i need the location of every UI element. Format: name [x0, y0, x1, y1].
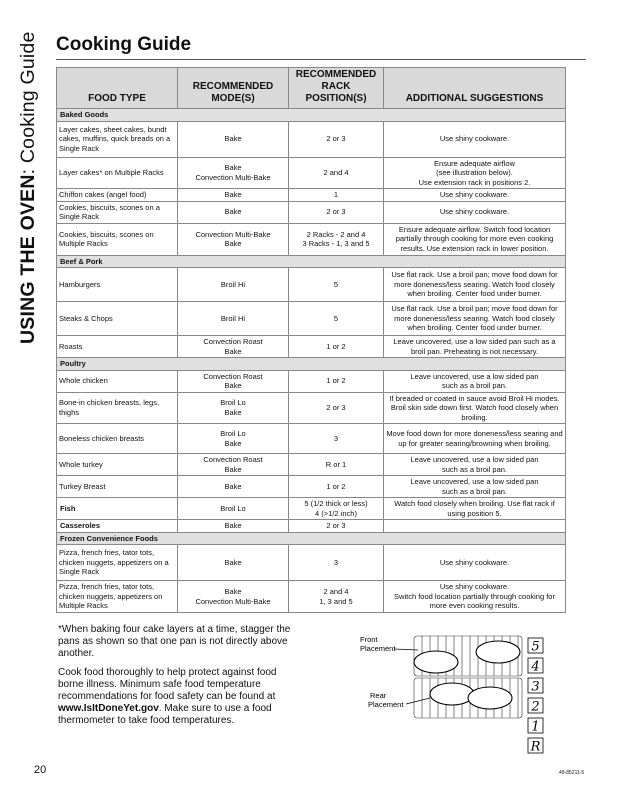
rear-placement-label-2: Placement	[368, 700, 404, 709]
food-cell: Whole turkey	[57, 454, 178, 476]
food-cell: Cookies, biscuits, scones on a Single Rack	[57, 201, 178, 223]
casseroles-suggestion	[384, 520, 566, 533]
header-mode: RECOMMENDED MODE(S)	[178, 68, 289, 109]
rack-cell: 5	[289, 302, 384, 336]
notes	[58, 624, 300, 734]
food-cell: Boneless chicken breasts	[57, 424, 178, 454]
side-heading-bold: USING THE OVEN	[17, 174, 39, 344]
casseroles-label: Casseroles	[57, 520, 178, 533]
rack-cell: 5	[289, 268, 384, 302]
rack-cell: R or 1	[289, 454, 384, 476]
mode-cell: Broil Lo	[178, 498, 289, 520]
rack-position-number: 3	[531, 679, 540, 695]
category-label: Poultry	[57, 358, 566, 371]
suggestion-cell: Use shiny cookware.	[384, 545, 566, 581]
rack-position-number: 1	[531, 719, 540, 735]
suggestion-cell: Leave uncovered, use a low sided pan such as a broil pan.	[384, 476, 566, 498]
table-row	[57, 157, 566, 189]
mode-cell: Convection Roast Bake	[178, 336, 289, 358]
document-code: 49-85211-5	[559, 770, 585, 776]
rack-cell: 3	[289, 545, 384, 581]
cake-pan-rear-left	[430, 683, 474, 705]
suggestion-cell: Use shiny cookware. Switch food location partially through cooking for more even cooking results.	[384, 581, 566, 613]
category-frozen-convenience	[57, 532, 566, 545]
category-label: Baked Goods	[57, 109, 566, 122]
suggestion-cell: Use flat rack. Use a broil pan; move food down for more doneness/less searing. Watch food closely when broiling. Center food under burner.	[384, 302, 566, 336]
table-row	[57, 336, 566, 358]
suggestion-cell: Ensure adequate airflow (see illustration below). Use extension rack in positions 2.	[384, 157, 566, 189]
mode-cell: Bake	[178, 121, 289, 157]
mode-cell: Convection Roast Bake	[178, 454, 289, 476]
food-cell: Pizza, french fries, tator tots, chicken nuggets, appetizers on a Single Rack	[57, 545, 178, 581]
rack-position-number: 2	[531, 699, 540, 715]
food-cell: Cookies, biscuits, scones on Multiple Racks	[57, 223, 178, 255]
header-rack: RECOMMENDED RACK POSITION(S)	[289, 68, 384, 109]
safety-link[interactable]: www.IsItDoneYet.gov	[58, 703, 159, 714]
mode-cell: Convection Multi-Bake Bake	[178, 223, 289, 255]
food-cell: Turkey Breast	[57, 476, 178, 498]
footnote: *When baking four cake layers at a time, stagger the pans as shown so that one pan is not directly above another.	[58, 624, 291, 659]
mode-cell: Bake	[178, 201, 289, 223]
suggestion-cell: Use flat rack. Use a broil pan; move food down for more doneness/less searing. Watch food closely when broiling. Center food under burner.	[384, 268, 566, 302]
rack-cell: 2 or 3	[289, 121, 384, 157]
mode-cell: Broil Hi	[178, 268, 289, 302]
rack-position-number: 4	[531, 659, 540, 675]
suggestion-cell: Leave uncovered, use a low sided pan such as a broil pan.	[384, 370, 566, 392]
header-food-type: FOOD TYPE	[57, 68, 178, 109]
rear-placement-label-1: Rear	[370, 691, 387, 700]
food-cell: Steaks & Chops	[57, 302, 178, 336]
mode-cell: Bake Convection Multi-Bake	[178, 581, 289, 613]
mode-cell: Broil Lo Bake	[178, 424, 289, 454]
table-row	[57, 268, 566, 302]
rack-placement-diagram	[356, 628, 556, 768]
casseroles-mode: Bake	[178, 520, 289, 533]
cooking-guide-table	[56, 67, 566, 613]
food-cell: Pizza, french fries, tator tots, chicken nuggets, appetizers on Multiple Racks	[57, 581, 178, 613]
table-row	[57, 545, 566, 581]
table-header-row	[57, 68, 566, 109]
mode-cell: Broil Lo Bake	[178, 392, 289, 424]
safety-suffix: . Make sure to use a food thermometer to take food temperatures.	[58, 703, 272, 726]
rack-cell: 2 and 4	[289, 157, 384, 189]
food-cell: Roasts	[57, 336, 178, 358]
header-suggestions: ADDITIONAL SUGGESTIONS	[384, 68, 566, 109]
category-label: Frozen Convenience Foods	[57, 532, 566, 545]
table-row	[57, 454, 566, 476]
suggestion-cell: Leave uncovered, use a low sided pan such as a broil pan.	[384, 454, 566, 476]
rack-cell: 1 or 2	[289, 336, 384, 358]
rack-cell: 2 Racks - 2 and 4 3 Racks - 1, 3 and 5	[289, 223, 384, 255]
mode-cell: Bake	[178, 545, 289, 581]
page-number: 20	[34, 764, 47, 776]
food-cell: Bone-in chicken breasts, legs, thighs	[57, 392, 178, 424]
mode-cell: Bake	[178, 189, 289, 202]
suggestion-cell: Use shiny cookware.	[384, 189, 566, 202]
rack-cell: 3	[289, 424, 384, 454]
rear-leader-line	[406, 698, 430, 704]
front-placement-label-1: Front	[360, 635, 378, 644]
table-row	[57, 370, 566, 392]
suggestion-cell: Use shiny cookware.	[384, 121, 566, 157]
rack-cell: 2 or 3	[289, 201, 384, 223]
front-placement-label-2: Placement	[360, 644, 396, 653]
rack-cell: 5 (1/2 thick or less) 4 (>1/2 inch)	[289, 498, 384, 520]
suggestion-cell: Leave uncovered, use a low sided pan such as a broil pan. Preheating is not necessary.	[384, 336, 566, 358]
table-row	[57, 189, 566, 202]
casseroles-rack: 2 or 3	[289, 520, 384, 533]
table-row	[57, 424, 566, 454]
suggestion-cell: If breaded or coated in sauce avoid Broil Hi modes. Broil skin side down first. Watch food closely when broiling.	[384, 392, 566, 424]
suggestion-cell: Ensure adequate airflow. Switch food location partially through cooking for more even cooking results. Use extension rack in lower position.	[384, 223, 566, 255]
front-leader-line	[394, 649, 418, 650]
mode-cell: Bake Convection Multi-Bake	[178, 157, 289, 189]
rack-position-number: 5	[531, 639, 540, 655]
rack-cell: 1 or 2	[289, 370, 384, 392]
rack-cell: 2 and 4 1, 3 and 5	[289, 581, 384, 613]
rack-cell: 1 or 2	[289, 476, 384, 498]
table-row	[57, 223, 566, 255]
mode-cell: Broil Hi	[178, 302, 289, 336]
category-baked-goods	[57, 109, 566, 122]
category-poultry	[57, 358, 566, 371]
mode-cell: Bake	[178, 476, 289, 498]
cake-pan-front-left	[414, 651, 458, 673]
table-row	[57, 392, 566, 424]
table-row	[57, 302, 566, 336]
food-cell: Chiffon cakes (angel food)	[57, 189, 178, 202]
table-body	[57, 109, 566, 613]
table-row	[57, 201, 566, 223]
table-row	[57, 581, 566, 613]
suggestion-cell: Move food down for more doneness/less searing and up for greater searing/browning when broiling.	[384, 424, 566, 454]
safety-prefix: Cook food thoroughly to help protect against food borne illness. Minimum safe food temperature recommendations for food safety can be found at	[58, 667, 277, 702]
safety-note	[58, 667, 300, 727]
table-row	[57, 520, 566, 533]
title-divider	[56, 59, 586, 60]
side-heading-rest: : Cooking Guide	[17, 31, 39, 175]
rack-position-labels	[528, 638, 543, 755]
rack-cell: 1	[289, 189, 384, 202]
food-cell: Fish	[57, 498, 178, 520]
suggestion-cell: Use shiny cookware.	[384, 201, 566, 223]
food-cell: Layer cakes, sheet cakes, bundt cakes, muffins, quick breads on a Single Rack	[57, 121, 178, 157]
food-cell: Layer cakes* on Multiple Racks	[57, 157, 178, 189]
table-row	[57, 121, 566, 157]
table-row	[57, 498, 566, 520]
side-heading	[17, 32, 40, 345]
food-cell: Hamburgers	[57, 268, 178, 302]
rack-position-number: R	[530, 739, 541, 755]
category-label: Beef & Pork	[57, 255, 566, 268]
table-row	[57, 476, 566, 498]
food-cell: Whole chicken	[57, 370, 178, 392]
suggestion-cell: Watch food closely when broiling. Use flat rack if using position 5.	[384, 498, 566, 520]
page-title: Cooking Guide	[56, 34, 192, 55]
rack-cell: 2 or 3	[289, 392, 384, 424]
cake-pan-front-right	[476, 641, 520, 663]
category-beef-pork	[57, 255, 566, 268]
mode-cell: Convection Roast Bake	[178, 370, 289, 392]
cake-pan-rear-right	[468, 687, 512, 709]
